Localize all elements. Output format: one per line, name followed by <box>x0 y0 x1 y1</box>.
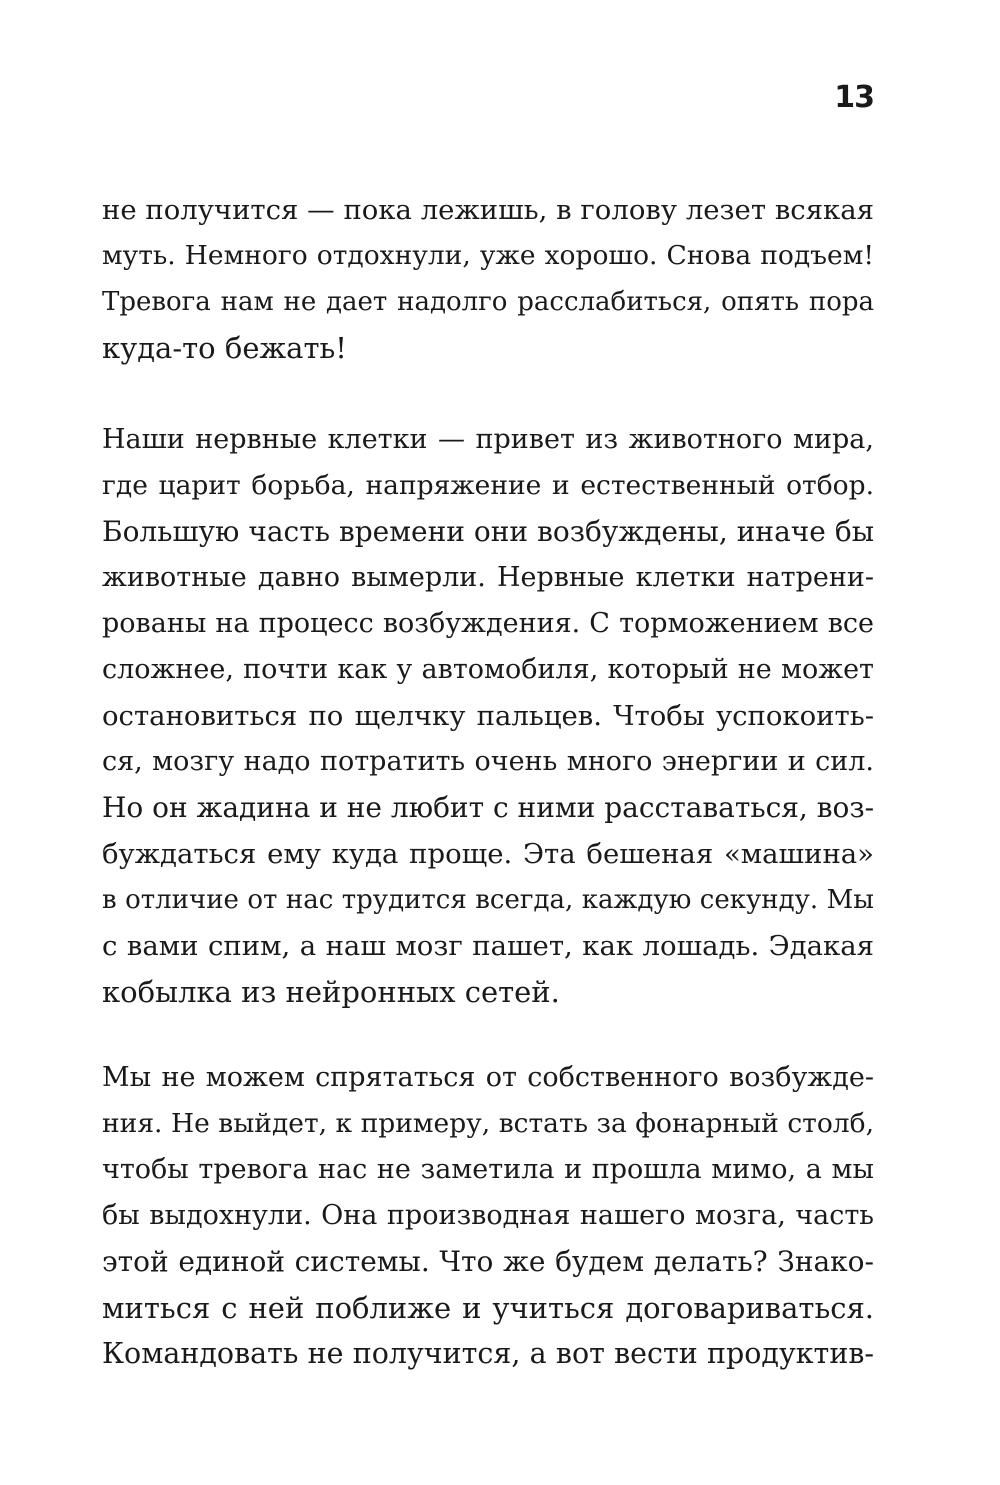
text-line: буждаться ему куда проще. Эта бешеная «машина» <box>102 838 874 870</box>
text-line: Наши нервные клетки — привет из животного мира, <box>102 424 874 455</box>
text-line: Командовать не получится, а вот вести продуктив- <box>102 1337 874 1370</box>
text-line: Тревога нам не дает надолго расслабиться, опять пора <box>102 287 874 317</box>
text-line: с вами спим, а наш мозг пашет, как лошадь. Эдакая <box>102 930 874 962</box>
text-line: бы выдохнули. Она производная нашего мозга, часть <box>102 1200 874 1231</box>
text-line: Но он жадина и не любит с ними расставаться, воз- <box>102 791 874 824</box>
text-line: чтобы тревога нас не заметила и прошла мимо, а мы <box>102 1154 874 1185</box>
paragraph-2 <box>102 417 874 1015</box>
text-line: ния. Не выйдет, к примеру, встать за фонарный столб, <box>102 1108 874 1139</box>
paragraph-3 <box>102 1055 874 1377</box>
text-line: муть. Немного отдохнули, уже хорошо. Снова подъем! <box>102 240 874 271</box>
text-line: животные давно вымерли. Нервные клетки натрени- <box>102 562 874 593</box>
text-line: миться с ней поближе и учиться договариваться. <box>102 1291 874 1325</box>
text-line: не получится — пока лежишь, в голову лезет всякая <box>102 194 874 226</box>
text-line: остановиться по щелчку пальцев. Чтобы успокоить- <box>102 700 874 732</box>
text-line: рованы на процесс возбуждения. С торможением все <box>102 608 874 639</box>
text-line: куда-то бежать! <box>102 331 347 365</box>
paragraph-1 <box>102 187 874 371</box>
text-line: Мы не можем спрятаться от собственного возбужде- <box>102 1062 874 1093</box>
text-line: кобылка из нейронных сетей. <box>102 975 560 1009</box>
text-line: в отличие от нас трудится всегда, каждую секунду. Мы <box>102 885 874 915</box>
page-number: 13 <box>834 80 874 115</box>
text-line: сложнее, почти как у автомобиля, который не может <box>102 654 874 685</box>
text-line: этой единой системы. Что же будем делать? Знако- <box>102 1245 874 1278</box>
text-line: Большую часть времени они возбуждены, иначе бы <box>102 515 874 548</box>
text-line: ся, мозгу надо потратить очень много энергии и сил. <box>102 746 874 777</box>
text-line: где царит борьба, напряжение и естественный отбор. <box>102 470 874 501</box>
